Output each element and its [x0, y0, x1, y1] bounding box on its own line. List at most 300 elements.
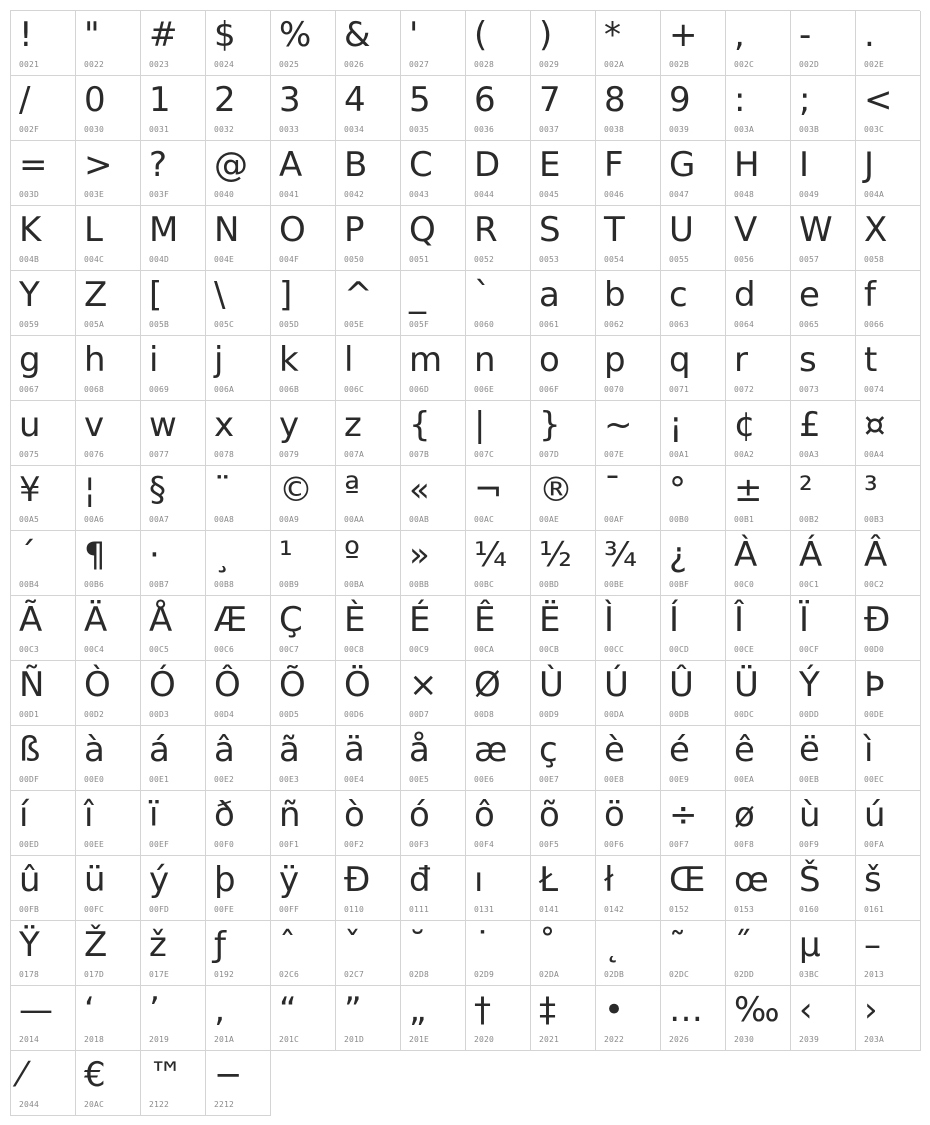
glyph-cell [401, 401, 466, 466]
glyph-character: ƒ [214, 925, 226, 965]
glyph-cell [661, 11, 726, 76]
glyph-codepoint: 2044 [19, 1100, 40, 1109]
glyph-codepoint: 00CA [474, 645, 495, 654]
glyph-character: L [84, 210, 103, 250]
glyph-cell [661, 531, 726, 596]
glyph-character: ¿ [669, 535, 688, 575]
glyph-codepoint: 0046 [604, 190, 625, 199]
glyph-codepoint: 00A7 [149, 515, 170, 524]
glyph-cell [466, 726, 531, 791]
glyph-character: ½ [539, 535, 572, 575]
glyph-character: û [19, 860, 41, 900]
glyph-cell [336, 401, 401, 466]
glyph-cell [726, 466, 791, 531]
glyph-codepoint: 00BE [604, 580, 625, 589]
glyph-codepoint: 007B [409, 450, 430, 459]
glyph-character: ~ [604, 405, 633, 445]
glyph-character: N [214, 210, 240, 250]
glyph-codepoint: 00CD [669, 645, 690, 654]
glyph-codepoint: 201A [214, 1035, 235, 1044]
glyph-codepoint: 00CB [539, 645, 560, 654]
glyph-cell [206, 466, 271, 531]
glyph-character: ` [474, 275, 491, 315]
glyph-cell [856, 726, 921, 791]
glyph-character: Â [864, 535, 888, 575]
glyph-codepoint: 00FD [149, 905, 170, 914]
glyph-cell [401, 206, 466, 271]
glyph-cell [76, 336, 141, 401]
glyph-codepoint: 02DD [734, 970, 755, 979]
glyph-character: u [19, 405, 41, 445]
glyph-character: ! [19, 15, 33, 55]
glyph-codepoint: 00B4 [19, 580, 40, 589]
glyph-cell [726, 791, 791, 856]
glyph-character: Ë [539, 600, 561, 640]
glyph-codepoint: 0039 [669, 125, 690, 134]
glyph-character: ß [19, 730, 41, 770]
glyph-character: ¹ [279, 535, 293, 575]
glyph-character: ° [669, 470, 686, 510]
glyph-cell [661, 401, 726, 466]
glyph-codepoint: 00E7 [539, 775, 560, 784]
glyph-codepoint: 00F3 [409, 840, 430, 849]
glyph-codepoint: 00F4 [474, 840, 495, 849]
glyph-codepoint: 0192 [214, 970, 235, 979]
glyph-cell [336, 466, 401, 531]
glyph-character: ¤ [864, 405, 886, 445]
glyph-cell [726, 986, 791, 1051]
glyph-codepoint: 007D [539, 450, 560, 459]
glyph-cell [336, 76, 401, 141]
glyph-cell [76, 1051, 141, 1116]
glyph-character: < [864, 80, 893, 120]
glyph-cell [531, 271, 596, 336]
glyph-cell [206, 336, 271, 401]
glyph-character: + [669, 15, 698, 55]
glyph-character: Ñ [19, 665, 45, 705]
glyph-codepoint: 00DA [604, 710, 625, 719]
glyph-character: d [734, 275, 756, 315]
glyph-character: ’ [149, 990, 160, 1030]
glyph-cell [11, 466, 76, 531]
glyph-character: ì [864, 730, 874, 770]
glyph-codepoint: 005C [214, 320, 235, 329]
glyph-character: å [409, 730, 430, 770]
glyph-cell [466, 791, 531, 856]
glyph-cell [336, 596, 401, 661]
glyph-character: # [149, 15, 178, 55]
glyph-codepoint: 201D [344, 1035, 365, 1044]
glyph-codepoint: 00B3 [864, 515, 885, 524]
glyph-character: â [214, 730, 235, 770]
glyph-cell [466, 271, 531, 336]
glyph-character: ô [474, 795, 495, 835]
glyph-character: ‡ [539, 990, 556, 1030]
glyph-cell [141, 791, 206, 856]
glyph-cell [206, 11, 271, 76]
glyph-cell [271, 206, 336, 271]
glyph-cell [336, 11, 401, 76]
glyph-cell [531, 531, 596, 596]
glyph-codepoint: 0161 [864, 905, 885, 914]
glyph-cell [596, 986, 661, 1051]
glyph-codepoint: 0153 [734, 905, 755, 914]
glyph-cell [466, 401, 531, 466]
glyph-codepoint: 00B1 [734, 515, 755, 524]
glyph-codepoint: 00EF [149, 840, 170, 849]
glyph-character: E [539, 145, 561, 185]
glyph-character: R [474, 210, 498, 250]
glyph-codepoint: 0066 [864, 320, 885, 329]
glyph-cell [401, 986, 466, 1051]
glyph-character: $ [214, 15, 236, 55]
glyph-cell [726, 76, 791, 141]
glyph-cell [791, 986, 856, 1051]
glyph-character: † [474, 990, 491, 1030]
glyph-cell [661, 596, 726, 661]
glyph-character: μ [799, 925, 821, 965]
glyph-codepoint: 0032 [214, 125, 235, 134]
glyph-codepoint: 00D8 [474, 710, 495, 719]
glyph-cell [726, 726, 791, 791]
glyph-cell [791, 11, 856, 76]
glyph-codepoint: 02C6 [279, 970, 300, 979]
glyph-character: ø [734, 795, 755, 835]
glyph-character: b [604, 275, 626, 315]
glyph-codepoint: 00C0 [734, 580, 755, 589]
glyph-cell [531, 141, 596, 206]
glyph-cell [76, 856, 141, 921]
glyph-codepoint: 00A8 [214, 515, 235, 524]
glyph-character: ð [214, 795, 235, 835]
glyph-codepoint: 2212 [214, 1100, 235, 1109]
glyph-character: c [669, 275, 688, 315]
glyph-character: Ý [799, 665, 820, 705]
glyph-character: … [669, 990, 703, 1030]
glyph-character: ò [344, 795, 365, 835]
glyph-codepoint: 0064 [734, 320, 755, 329]
glyph-codepoint: 00C3 [19, 645, 40, 654]
glyph-codepoint: 0049 [799, 190, 820, 199]
glyph-cell [11, 11, 76, 76]
glyph-cell [856, 596, 921, 661]
glyph-character: š [864, 860, 882, 900]
glyph-codepoint: 0030 [84, 125, 105, 134]
glyph-cell [336, 336, 401, 401]
glyph-character: ‰ [734, 990, 780, 1030]
glyph-cell [726, 401, 791, 466]
glyph-character: × [409, 665, 438, 705]
glyph-codepoint: 0061 [539, 320, 560, 329]
glyph-cell [856, 11, 921, 76]
glyph-character: ' [409, 15, 419, 55]
glyph-character: p [604, 340, 626, 380]
glyph-character: ï [149, 795, 159, 835]
glyph-cell [206, 401, 271, 466]
glyph-character: ® [539, 470, 573, 510]
glyph-codepoint: 00D6 [344, 710, 365, 719]
glyph-character: Ê [474, 600, 496, 640]
glyph-character: ÿ [279, 860, 300, 900]
glyph-cell [791, 726, 856, 791]
glyph-cell [336, 206, 401, 271]
glyph-character: ¾ [604, 535, 637, 575]
glyph-codepoint: 03BC [799, 970, 820, 979]
glyph-codepoint: 004D [149, 255, 170, 264]
glyph-character: ´ [19, 535, 36, 575]
glyph-codepoint: 0077 [149, 450, 170, 459]
glyph-character: ˚ [539, 925, 556, 965]
glyph-codepoint: 0037 [539, 125, 560, 134]
glyph-cell [206, 141, 271, 206]
glyph-character: ë [799, 730, 820, 770]
glyph-codepoint: 00B8 [214, 580, 235, 589]
glyph-character: v [84, 405, 105, 445]
glyph-cell [76, 661, 141, 726]
glyph-character: À [734, 535, 758, 575]
glyph-codepoint: 00E4 [344, 775, 365, 784]
glyph-character: Ł [539, 860, 559, 900]
glyph-character: ó [409, 795, 430, 835]
glyph-character: j [214, 340, 224, 380]
glyph-character: f [864, 275, 876, 315]
glyph-codepoint: 2039 [799, 1035, 820, 1044]
glyph-codepoint: 002D [799, 60, 820, 69]
glyph-codepoint: 00FE [214, 905, 235, 914]
glyph-character: É [409, 600, 431, 640]
glyph-cell [11, 336, 76, 401]
glyph-cell [726, 596, 791, 661]
glyph-codepoint: 017E [149, 970, 170, 979]
glyph-codepoint: 20AC [84, 1100, 105, 1109]
glyph-character: w [149, 405, 177, 445]
glyph-codepoint: 0057 [799, 255, 820, 264]
glyph-character: ⁄ [19, 1055, 25, 1095]
glyph-codepoint: 00C6 [214, 645, 235, 654]
glyph-codepoint: 00BA [344, 580, 365, 589]
glyph-codepoint: 00B2 [799, 515, 820, 524]
glyph-character: « [409, 470, 430, 510]
glyph-character: A [279, 145, 303, 185]
glyph-character: · [149, 535, 160, 575]
glyph-codepoint: 02DA [539, 970, 560, 979]
glyph-codepoint: 00BC [474, 580, 495, 589]
glyph-codepoint: 005E [344, 320, 365, 329]
glyph-cell [336, 141, 401, 206]
glyph-codepoint: 004F [279, 255, 300, 264]
glyph-codepoint: 00C7 [279, 645, 300, 654]
glyph-codepoint: 00AB [409, 515, 430, 524]
glyph-codepoint: 003F [149, 190, 170, 199]
glyph-codepoint: 0025 [279, 60, 300, 69]
glyph-codepoint: 004E [214, 255, 235, 264]
glyph-character: ¸ [214, 535, 231, 575]
glyph-codepoint: 0028 [474, 60, 495, 69]
glyph-codepoint: 006A [214, 385, 235, 394]
glyph-character: ã [279, 730, 300, 770]
glyph-cell [531, 76, 596, 141]
glyph-character: z [344, 405, 362, 445]
glyph-cell [271, 336, 336, 401]
glyph-cell [271, 401, 336, 466]
glyph-cell [401, 76, 466, 141]
glyph-codepoint: 0042 [344, 190, 365, 199]
glyph-cell [856, 791, 921, 856]
glyph-cell [596, 336, 661, 401]
glyph-character: Æ [214, 600, 248, 640]
glyph-character: ™ [149, 1055, 183, 1095]
glyph-codepoint: 0073 [799, 385, 820, 394]
glyph-codepoint: 00E3 [279, 775, 300, 784]
glyph-cell [11, 271, 76, 336]
glyph-codepoint: 005A [84, 320, 105, 329]
glyph-codepoint: 0060 [474, 320, 495, 329]
glyph-character: Ä [84, 600, 108, 640]
glyph-cell [76, 141, 141, 206]
glyph-character: T [604, 210, 625, 250]
glyph-cell [531, 921, 596, 986]
glyph-cell [11, 726, 76, 791]
glyph-character: Y [19, 275, 40, 315]
glyph-cell [141, 271, 206, 336]
glyph-codepoint: 00A6 [84, 515, 105, 524]
glyph-cell [856, 206, 921, 271]
glyph-character: ‚ [214, 990, 225, 1030]
glyph-cell [76, 466, 141, 531]
glyph-character: Ò [84, 665, 111, 705]
glyph-cell [141, 11, 206, 76]
glyph-character: § [149, 470, 166, 510]
glyph-cell [76, 271, 141, 336]
glyph-cell [791, 141, 856, 206]
glyph-character: [ [149, 275, 163, 315]
glyph-cell [661, 856, 726, 921]
glyph-cell [76, 596, 141, 661]
glyph-character: H [734, 145, 760, 185]
glyph-codepoint: 2020 [474, 1035, 495, 1044]
glyph-cell [856, 661, 921, 726]
glyph-character: ê [734, 730, 755, 770]
glyph-codepoint: 003B [799, 125, 820, 134]
glyph-cell [11, 661, 76, 726]
glyph-cell [726, 336, 791, 401]
glyph-codepoint: 0079 [279, 450, 300, 459]
glyph-cell [531, 11, 596, 76]
glyph-codepoint: 0027 [409, 60, 430, 69]
glyph-cell [271, 661, 336, 726]
glyph-cell [596, 206, 661, 271]
glyph-character: U [669, 210, 694, 250]
glyph-character: ö [604, 795, 625, 835]
glyph-character: G [669, 145, 696, 185]
glyph-character: & [344, 15, 371, 55]
glyph-cell [531, 661, 596, 726]
glyph-cell [856, 531, 921, 596]
glyph-character: y [279, 405, 300, 445]
glyph-cell [401, 11, 466, 76]
glyph-codepoint: 00C2 [864, 580, 885, 589]
glyph-character: › [864, 990, 878, 1030]
glyph-codepoint: 0067 [19, 385, 40, 394]
glyph-cell [661, 206, 726, 271]
glyph-character: © [279, 470, 313, 510]
glyph-codepoint: 00E8 [604, 775, 625, 784]
glyph-codepoint: 00E5 [409, 775, 430, 784]
glyph-character: ˙ [474, 925, 491, 965]
glyph-character: ¨ [214, 470, 231, 510]
glyph-codepoint: 00DE [864, 710, 885, 719]
glyph-character: F [604, 145, 624, 185]
glyph-codepoint: 00F5 [539, 840, 560, 849]
glyph-codepoint: 006C [344, 385, 365, 394]
glyph-cell [141, 76, 206, 141]
glyph-cell [596, 141, 661, 206]
glyph-codepoint: 002B [669, 60, 690, 69]
glyph-cell [661, 986, 726, 1051]
glyph-codepoint: 00D1 [19, 710, 40, 719]
glyph-character: đ [409, 860, 431, 900]
glyph-character: – [864, 925, 881, 965]
glyph-cell [596, 661, 661, 726]
glyph-character: ¢ [734, 405, 756, 445]
glyph-codepoint: 004A [864, 190, 885, 199]
glyph-character: ] [279, 275, 293, 315]
glyph-codepoint: 00F8 [734, 840, 755, 849]
glyph-character: ^ [344, 275, 373, 315]
glyph-cell [531, 726, 596, 791]
glyph-cell [271, 271, 336, 336]
glyph-codepoint: 00FF [279, 905, 300, 914]
glyph-cell [76, 11, 141, 76]
glyph-character: K [19, 210, 42, 250]
glyph-character: > [84, 145, 113, 185]
glyph-codepoint: 0026 [344, 60, 365, 69]
glyph-codepoint: 00F0 [214, 840, 235, 849]
glyph-cell [661, 271, 726, 336]
glyph-codepoint: 0111 [409, 905, 430, 914]
glyph-codepoint: 0065 [799, 320, 820, 329]
glyph-cell [336, 531, 401, 596]
glyph-character: / [19, 80, 31, 120]
glyph-cell [271, 791, 336, 856]
glyph-cell [531, 401, 596, 466]
glyph-codepoint: 00AF [604, 515, 625, 524]
glyph-cell [531, 856, 596, 921]
glyph-cell [141, 596, 206, 661]
glyph-cell [76, 921, 141, 986]
glyph-codepoint: 00C4 [84, 645, 105, 654]
glyph-cell [206, 791, 271, 856]
glyph-codepoint: 0178 [19, 970, 40, 979]
glyph-character: V [734, 210, 758, 250]
glyph-codepoint: 00BF [669, 580, 690, 589]
glyph-character: l [344, 340, 354, 380]
glyph-cell [271, 141, 336, 206]
glyph-character: Ç [279, 600, 303, 640]
glyph-character: g [19, 340, 41, 380]
glyph-character: õ [539, 795, 560, 835]
glyph-codepoint: 0068 [84, 385, 105, 394]
glyph-codepoint: 0074 [864, 385, 885, 394]
glyph-cell [336, 986, 401, 1051]
glyph-character: Đ [344, 860, 371, 900]
glyph-character: æ [474, 730, 508, 770]
glyph-cell [791, 531, 856, 596]
glyph-grid [10, 10, 920, 1116]
glyph-codepoint: 02DB [604, 970, 625, 979]
glyph-codepoint: 002E [864, 60, 885, 69]
glyph-cell [791, 206, 856, 271]
